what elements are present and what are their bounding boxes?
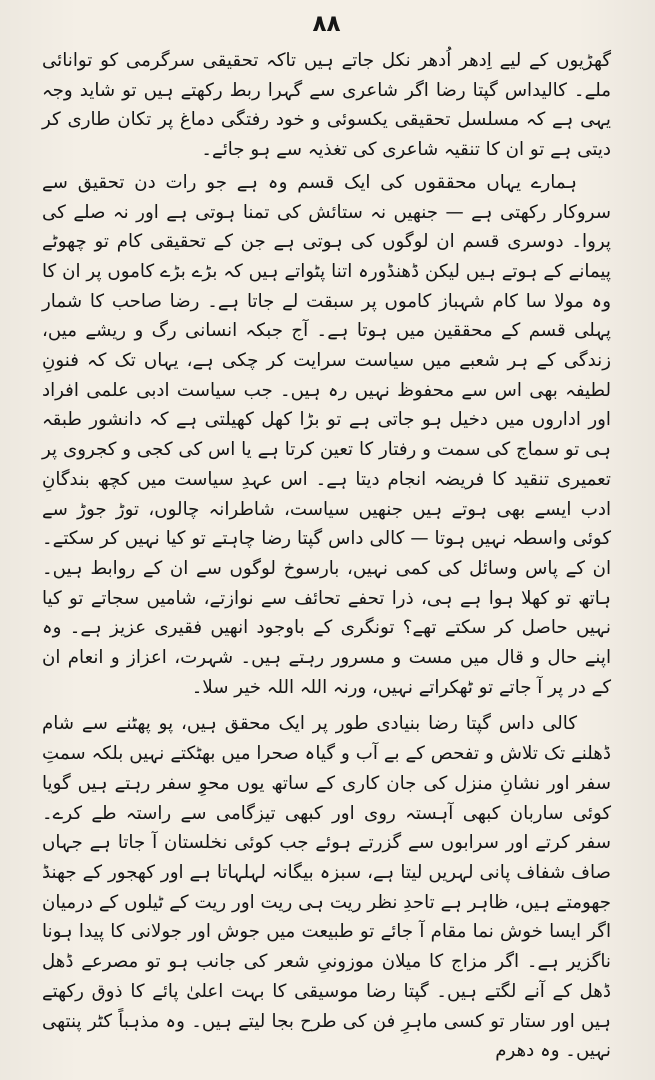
paragraph-2: ہمارے یہاں محققوں کی ایک قسم وہ ہے جو رات دن تحقیق سے سروکار رکھتی ہے — جنھیں نہ ستائش کی تمنا ہوتی ہے اور نہ صلے کی پروا۔ دوسری قسم ان لوگوں کی ہوتی ہے جن کے تحقیقی کام تو چھوٹے پیمانے کے ہوتے ہیں لیکن ڈھنڈورہ اتنا پٹواتے ہیں کہ بڑے بڑے کاموں پر ان کا وہ مولا سا کام شہباز کاموں پر سبقت لے جاتا ہے۔ رضا صاحب کا شمار پہلی قسم کے محققین میں ہوتا ہے۔ آج جبکہ انسانی رگ و ریشے میں، زندگی کے ہر شعبے میں سیاست سرایت کر چکی ہے، یہاں تک کہ فنونِ لطیفہ بھی اس سے محفوظ نہیں رہ ہیں۔ جب سیاست ادبی علمی افراد اور اداروں میں دخیل ہو جاتی ہے تو بڑا کھل کھیلتی ہے کہ دانشور طبقہ ہی تو سماج کی سمت و رفتار کا تعین کرتا ہے یا اس کی کجی و کجروی پر تعمیری تنقید کا فریضہ انجام دیتا ہے۔ اس عہدِ سیاست میں کچھ بندگانِ ادب ایسے بھی ہوتے ہیں جنھیں سیاست، شاطرانہ چالوں، توڑ جوڑ سے کوئی واسطہ نہیں ہوتا — کالی داس گپتا رضا چاہتے تو کیا نہیں کر سکتے۔ ان کے پاس وسائل کی کمی نہیں، بارسوخ لوگوں سے ان کے روابط ہیں۔ ہاتھ تو کھلا ہوا ہے ہی، ذرا تحفے تحائف سے نوازتے، شامیں سجاتے تو کیا نہیں حاصل کر سکتے تھے؟ تونگری کے باوجود انھیں فقیری عزیز ہے۔ وہ اپنے حال و قال میں مست و مسرور رہتے ہیں۔ شہرت، اعزاز و انعام ان کے در پر آ جاتے تو ٹھکراتے نہیں، ورنہ اللہ اللہ خیر سلا۔: [42, 171, 611, 698]
paragraph-3: کالی داس گپتا رضا بنیادی طور پر ایک محقق ہیں، پو پھٹنے سے شام ڈھلنے تک تلاش و تفحص کے بے آب و گیاہ صحرا میں بھٹکتے نہیں بلکہ سمتِ سفر اور نشانِ منزل کی جان کاری کے ساتھ یوں محوِ سفر رہتے ہیں گویا کوئی ساربان کبھی آہستہ روی اور کبھی تیزگامی سے راستہ طے کرے۔ سفر کرتے اور سرابوں سے گزرتے ہوئے جب کوئی نخلستان آ جاتا ہے جہاں صاف شفاف پانی لہریں لیتا ہے، سبزہ بیگانہ لہلہاتا ہے اور کھجور کے جھنڈ جھومتے ہیں، ظاہر ہے تاحدِ نظر ریت ہی ریت اور ریت کے ٹیلوں کے درمیان اگر ایسا خوش نما مقام آ جائے تو طبیعت میں جوش اور جولانی کا پیدا ہونا ناگزیر ہے۔ اگر مزاج کا میلان موزونیِ شعر کی جانب ہو تو مصرعے ڈھل ڈھل کے آنے لگتے ہیں۔ گپتا رضا موسیقی کا بہت اعلیٰ پائے کا ذوق رکھتے ہیں اور ستار تو کسی ماہرِ فن کی طرح بجا لیتے ہیں۔ وہ مذہباً کٹر پنتھی نہیں۔ وہ دھرم: [42, 713, 611, 1062]
body-text: [42, 46, 611, 1066]
page-number: ۸۸: [312, 11, 341, 37]
paragraph-1: گھڑیوں کے لیے اِدھر اُدھر نکل جاتے ہیں تاکہ تحقیقی سرگرمی کو توانائی ملے۔ کالیداس گپتا رضا اگر شاعری سے گہرا ربط رکھتے ہیں تو شاید وجہ یہی ہے کہ مسلسل تحقیقی یکسوئی و خود رفتگی دماغ پر تکان طاری کر دیتی ہے تو ان کا تنقیہ شاعری کی تغذیہ سے ہو جائے۔: [42, 50, 611, 161]
